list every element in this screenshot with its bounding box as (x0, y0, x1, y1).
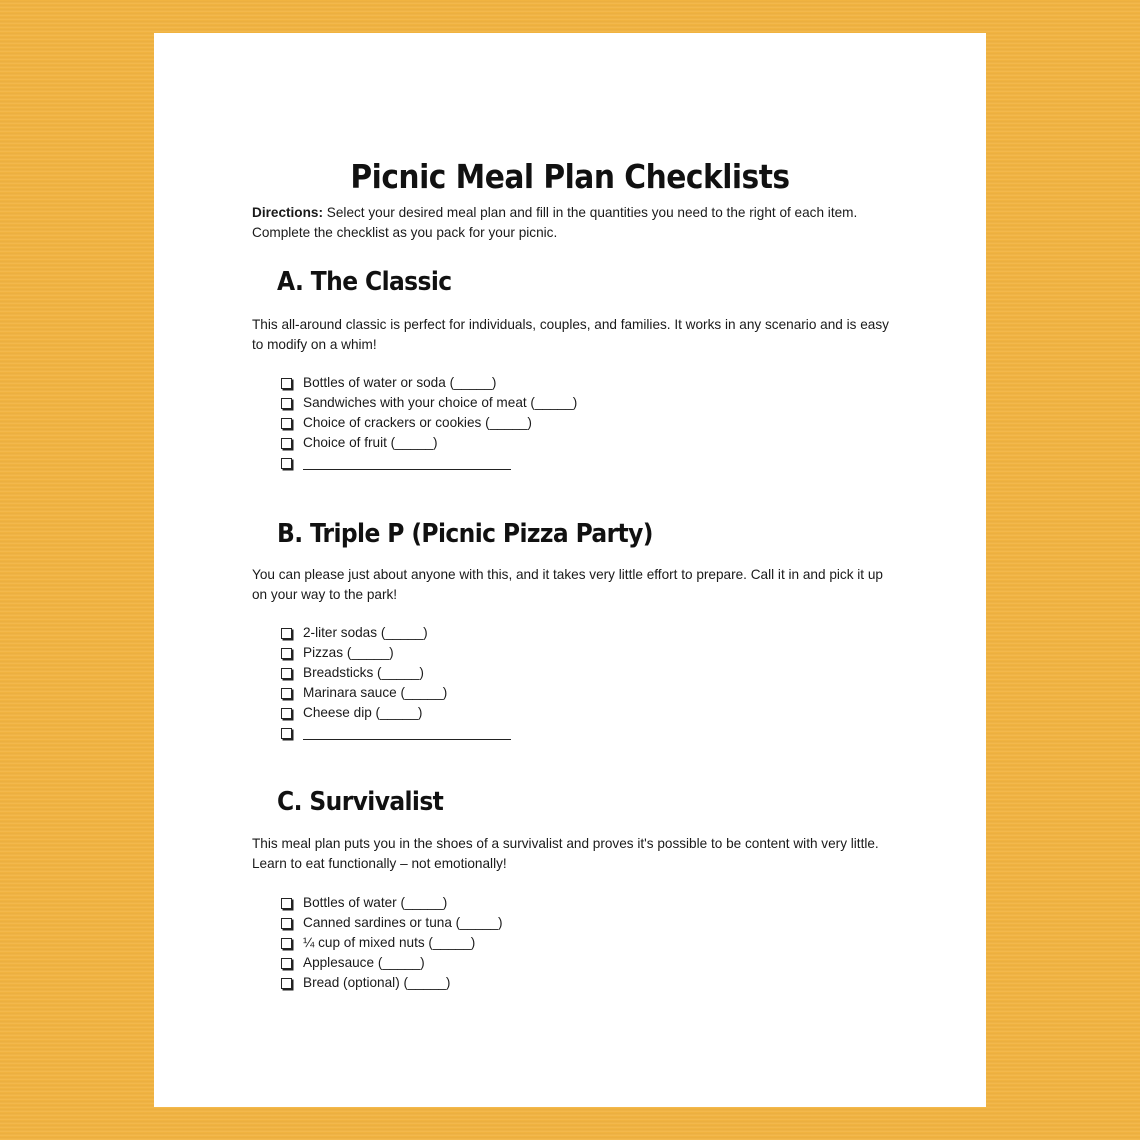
checkbox-icon[interactable] (281, 378, 292, 389)
checklist-item-blank (279, 453, 577, 473)
checkbox-icon[interactable] (281, 628, 292, 639)
checklist-item (279, 413, 577, 433)
page-title: Picnic Meal Plan Checklists (350, 157, 790, 196)
item-label: Pizzas (_____) (303, 645, 394, 660)
item-label: Bottles of water (_____) (303, 895, 448, 910)
section-description-classic: This all-around classic is perfect for individuals, couples, and families. It works in any scenario and is easy to modify on a whim! (252, 317, 889, 352)
checkbox-icon[interactable] (281, 648, 292, 659)
item-label: Canned sardines or tuna (_____) (303, 915, 503, 930)
section-heading-survivalist: C. Survivalist (277, 787, 444, 817)
section-description-survivalist: This meal plan puts you in the shoes of a survivalist and proves it's possible to be content with very little. Learn to eat functionally – not emotionally! (252, 836, 879, 871)
blank-line[interactable] (303, 726, 511, 740)
checkbox-icon[interactable] (281, 438, 292, 449)
section-description-pizza-party: You can please just about anyone with this, and it takes very little effort to prepare. Call it in and pick it up on your way to the park! (252, 567, 883, 602)
checkbox-icon[interactable] (281, 398, 292, 409)
checklist-pizza-party (279, 623, 511, 743)
checklist-item (279, 393, 577, 413)
checklist-item (279, 683, 511, 703)
section-heading-classic: A. The Classic (277, 267, 452, 297)
directions-label: Directions: (252, 205, 324, 220)
checkbox-icon[interactable] (281, 978, 292, 989)
checklist-item (279, 953, 503, 973)
checkbox-icon[interactable] (281, 418, 292, 429)
checkbox-icon[interactable] (281, 458, 292, 469)
checkbox-icon[interactable] (281, 668, 292, 679)
item-label: Cheese dip (_____) (303, 705, 423, 720)
checkbox-icon[interactable] (281, 958, 292, 969)
checklist-item (279, 703, 511, 723)
checklist-item (279, 933, 503, 953)
item-label: Breadsticks (_____) (303, 665, 424, 680)
checklist-survivalist (279, 893, 503, 993)
item-label: Applesauce (_____) (303, 955, 425, 970)
checklist-item-blank (279, 723, 511, 743)
checklist-item (279, 623, 511, 643)
checklist-classic (279, 373, 577, 473)
checklist-page (154, 33, 986, 1107)
directions-paragraph (252, 203, 892, 243)
checklist-item (279, 663, 511, 683)
checkbox-icon[interactable] (281, 688, 292, 699)
item-label: ¼ cup of mixed nuts (_____) (303, 935, 476, 950)
checklist-item (279, 893, 503, 913)
section-heading-pizza-party: B. Triple P (Picnic Pizza Party) (277, 519, 653, 549)
checkbox-icon[interactable] (281, 898, 292, 909)
item-label: Choice of fruit (_____) (303, 435, 438, 450)
checkbox-icon[interactable] (281, 708, 292, 719)
item-label: Choice of crackers or cookies (_____) (303, 415, 532, 430)
checklist-item (279, 373, 577, 393)
checkbox-icon[interactable] (281, 938, 292, 949)
blank-line[interactable] (303, 456, 511, 470)
item-label: Marinara sauce (_____) (303, 685, 448, 700)
checklist-item (279, 973, 503, 993)
checklist-item (279, 913, 503, 933)
item-label: Sandwiches with your choice of meat (_____) (303, 395, 578, 410)
checklist-item (279, 643, 511, 663)
directions-text: Select your desired meal plan and fill in the quantities you need to the right of each item. Complete the checklist as you pack for your picnic. (252, 205, 858, 240)
checklist-item (279, 433, 577, 453)
item-label: Bottles of water or soda (_____) (303, 375, 497, 390)
checkbox-icon[interactable] (281, 728, 292, 739)
checkbox-icon[interactable] (281, 918, 292, 929)
item-label: Bread (optional) (_____) (303, 975, 451, 990)
item-label: 2-liter sodas (_____) (303, 625, 428, 640)
